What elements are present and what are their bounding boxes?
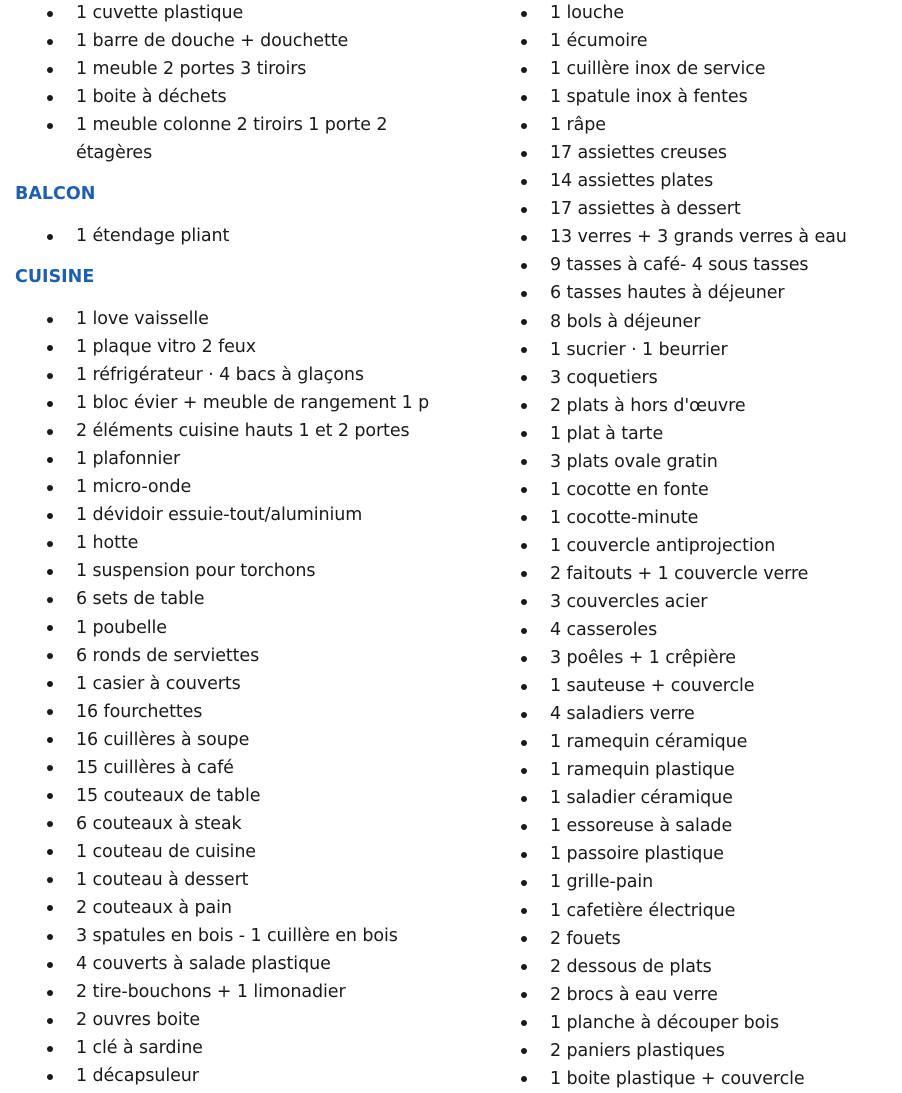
- list-item: 2 tire-bouchons + 1 limonadier: [0, 978, 450, 1006]
- list-item: 1 réfrigérateur · 4 bacs à glaçons: [0, 361, 450, 389]
- list-item: 1 hotte: [0, 529, 450, 557]
- list-item: 1 étendage pliant: [0, 222, 450, 250]
- list-item: 14 assiettes plates: [474, 167, 902, 195]
- list-item: 1 couteau à dessert: [0, 866, 450, 894]
- list-item: 1 boite à déchets: [0, 83, 450, 111]
- list-item: 1 ramequin plastique: [474, 756, 902, 784]
- list-item: 6 couteaux à steak: [0, 810, 450, 838]
- list-item-text: 1 meuble colonne 2 tiroirs 1 porte 2 étagères: [76, 115, 388, 164]
- list-item: 3 couvercles acier: [474, 588, 902, 616]
- list-item: 15 cuillères à café: [0, 754, 450, 782]
- list-item: 17 assiettes à dessert: [474, 195, 902, 223]
- list-item: 1 boite plastique + couvercle: [474, 1065, 902, 1093]
- list-item: [0, 111, 450, 167]
- list-item: 1 couvercle antiprojection: [474, 532, 902, 560]
- list-item: 1 plaque vitro 2 feux: [0, 333, 450, 361]
- list-item: 1 poubelle: [0, 614, 450, 642]
- list-item: 1 sauteuse + couvercle: [474, 672, 902, 700]
- list-item: 9 tasses à café- 4 sous tasses: [474, 251, 902, 279]
- list-item: 1 couteau de cuisine: [0, 838, 450, 866]
- bathroom-items-list: [0, 0, 450, 167]
- list-item: 1 cocotte en fonte: [474, 476, 902, 504]
- list-item: 1 passoire plastique: [474, 840, 902, 868]
- list-item: 2 fouets: [474, 925, 902, 953]
- list-item: 1 essoreuse à salade: [474, 812, 902, 840]
- list-item: 1 grille-pain: [474, 868, 902, 896]
- list-item: 8 bols à déjeuner: [474, 308, 902, 336]
- list-item: 2 dessous de plats: [474, 953, 902, 981]
- kitchenware-items-list: [474, 0, 902, 1093]
- list-item: 3 plats ovale gratin: [474, 448, 902, 476]
- cuisine-items-list: [0, 305, 450, 1090]
- list-item: 1 meuble 2 portes 3 tiroirs: [0, 55, 450, 83]
- list-item: 1 barre de douche + douchette: [0, 27, 450, 55]
- list-item: 16 cuillères à soupe: [0, 726, 450, 754]
- list-item: 2 couteaux à pain: [0, 894, 450, 922]
- list-item: 1 plafonnier: [0, 445, 450, 473]
- list-item: 1 bloc évier + meuble de rangement 1 p: [0, 389, 450, 417]
- list-item: 1 décapsuleur: [0, 1062, 450, 1090]
- list-item: 3 coquetiers: [474, 364, 902, 392]
- list-item: 1 cocotte-minute: [474, 504, 902, 532]
- list-item: 1 saladier céramique: [474, 784, 902, 812]
- list-item: 2 ouvres boite: [0, 1006, 450, 1034]
- list-item: 2 paniers plastiques: [474, 1037, 902, 1065]
- list-item: 1 suspension pour torchons: [0, 557, 450, 585]
- list-item: 1 dévidoir essuie-tout/aluminium: [0, 501, 450, 529]
- list-item: 1 râpe: [474, 111, 902, 139]
- list-item: 1 cafetière électrique: [474, 897, 902, 925]
- list-item: 6 tasses hautes à déjeuner: [474, 279, 902, 307]
- list-item: 4 casseroles: [474, 616, 902, 644]
- balcon-items-list: [0, 222, 450, 250]
- list-item: 1 sucrier · 1 beurrier: [474, 336, 902, 364]
- list-item: 1 clé à sardine: [0, 1034, 450, 1062]
- list-item: 2 faitouts + 1 couvercle verre: [474, 560, 902, 588]
- list-item: 1 cuvette plastique: [0, 0, 450, 27]
- list-item: 2 éléments cuisine hauts 1 et 2 portes: [0, 417, 450, 445]
- list-item: 1 louche: [474, 0, 902, 27]
- list-item: 15 couteaux de table: [0, 782, 450, 810]
- list-item: 1 écumoire: [474, 27, 902, 55]
- list-item: 1 planche à découper bois: [474, 1009, 902, 1037]
- list-item: 6 sets de table: [0, 585, 450, 613]
- section-heading-balcon: BALCON: [15, 184, 96, 204]
- list-item: 1 love vaisselle: [0, 305, 450, 333]
- list-item: 13 verres + 3 grands verres à eau: [474, 223, 902, 251]
- list-item: 3 poêles + 1 crêpière: [474, 644, 902, 672]
- list-item: 1 plat à tarte: [474, 420, 902, 448]
- list-item: 16 fourchettes: [0, 698, 450, 726]
- list-item: 2 plats à hors d'œuvre: [474, 392, 902, 420]
- list-item: 1 spatule inox à fentes: [474, 83, 902, 111]
- list-item: 2 brocs à eau verre: [474, 981, 902, 1009]
- section-heading-cuisine: CUISINE: [15, 267, 95, 287]
- list-item: 17 assiettes creuses: [474, 139, 902, 167]
- list-item: 1 casier à couverts: [0, 670, 450, 698]
- list-item: 1 ramequin céramique: [474, 728, 902, 756]
- list-item: 1 micro-onde: [0, 473, 450, 501]
- list-item: 6 ronds de serviettes: [0, 642, 450, 670]
- list-item: 1 cuillère inox de service: [474, 55, 902, 83]
- list-item: 3 spatules en bois - 1 cuillère en bois: [0, 922, 450, 950]
- list-item: 4 couverts à salade plastique: [0, 950, 450, 978]
- list-item: 4 saladiers verre: [474, 700, 902, 728]
